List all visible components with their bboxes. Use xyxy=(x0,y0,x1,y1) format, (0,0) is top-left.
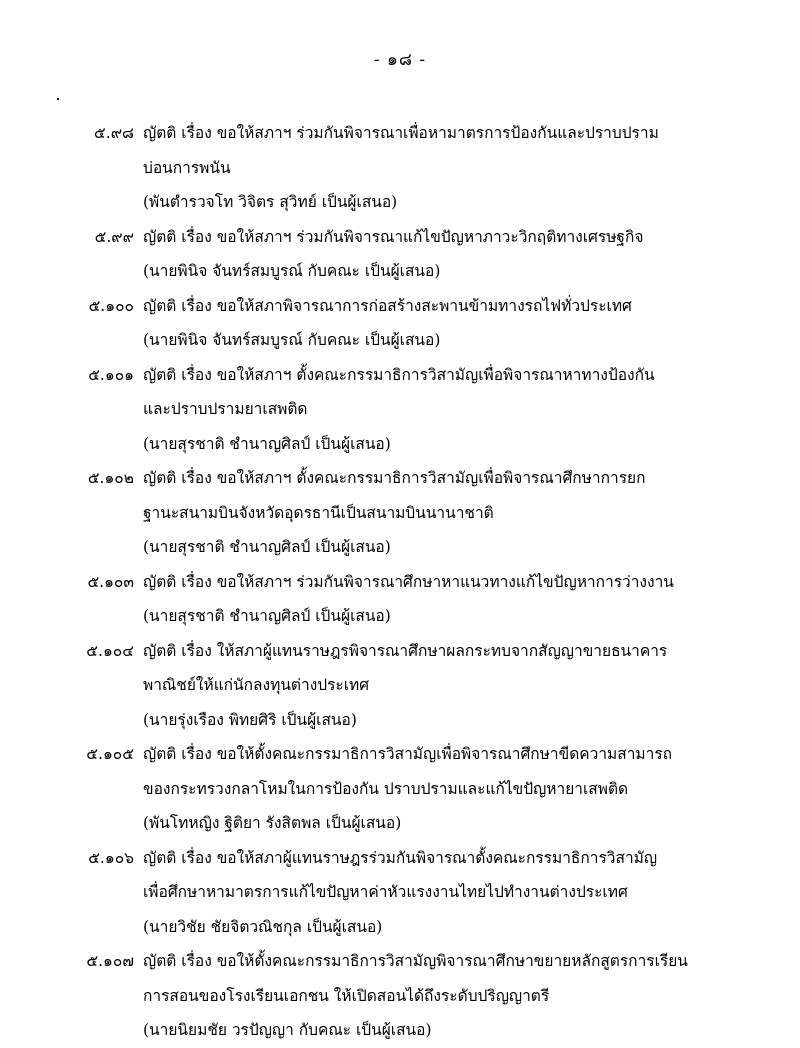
motion-item xyxy=(0,634,800,738)
motion-item xyxy=(0,565,800,634)
motion-item xyxy=(0,289,800,358)
page-number: - ๑๘ - xyxy=(373,50,427,70)
motion-number: ๕.๙๙ xyxy=(94,227,134,246)
motion-proposer: (พันตำรวจโท วิจิตร สุวิทย์ เป็นผู้เสนอ) xyxy=(143,193,398,211)
motion-text-line: บ่อนการพนัน xyxy=(143,158,231,177)
motion-item xyxy=(0,220,800,289)
motion-text-line: การสอนของโรงเรียนเอกชน ให้เปิดสอนได้ถึงระดับปริญญาตรี xyxy=(143,986,550,1005)
motion-proposer: (นายสุรชาติ ชำนาญศิลป์ เป็นผู้เสนอ) xyxy=(143,434,391,453)
motion-number: ๕.๑๐๐ xyxy=(88,296,134,315)
motion-item xyxy=(0,116,800,220)
motion-text-line: ญัตติ เรื่อง ขอให้สภาฯ ร่วมกันพิจารณาเพื่อหามาตรการป้องกันและปราบปราม xyxy=(143,124,659,142)
motion-text-line: ญัตติ เรื่อง ให้สภาผู้แทนราษฎรพิจารณาศึกษาผลกระทบจากสัญญาขายธนาคาร xyxy=(143,641,668,660)
motion-text-line: ญัตติ เรื่อง ขอให้สภาฯ ตั้งคณะกรรมาธิการวิสามัญเพื่อพิจารณาหาทางป้องกัน xyxy=(143,365,655,384)
motion-text-line: ญัตติ เรื่อง ขอให้สภาฯ ร่วมกันพิจารณาศึกษาหาแนวทางแก้ไขปัญหาการว่างงาน xyxy=(143,572,674,591)
motion-proposer: (นายพินิจ จันทร์สมบูรณ์ กับคณะ เป็นผู้เสนอ) xyxy=(143,262,441,280)
motion-text-line: และปราบปรามยาเสพติด xyxy=(143,400,308,418)
scan-speck xyxy=(57,98,59,100)
motion-number: ๕.๑๐๕ xyxy=(86,745,134,763)
motion-number: ๕.๙๘ xyxy=(94,124,134,142)
motion-proposer: (นายพินิจ จันทร์สมบูรณ์ กับคณะ เป็นผู้เสนอ) xyxy=(143,331,441,349)
motion-list xyxy=(0,116,800,1048)
motion-proposer: (พันโทหญิง ฐิติยา รังสิตพล เป็นผู้เสนอ) xyxy=(143,814,402,832)
motion-number: ๕.๑๐๒ xyxy=(87,469,134,487)
motion-text-line: ญัตติ เรื่อง ขอให้ตั้งคณะกรรมาธิการวิสามัญเพื่อพิจารณาศึกษาขีดความสามารถ xyxy=(143,745,673,763)
motion-proposer: (นายวิชัย ชัยจิตวณิชกุล เป็นผู้เสนอ) xyxy=(143,917,383,936)
motion-number: ๕.๑๐๑ xyxy=(88,365,134,384)
motion-number: ๕.๑๐๔ xyxy=(86,641,134,660)
motion-proposer: (นายรุ่งเรือง พิทยศิริ เป็นผู้เสนอ) xyxy=(143,710,357,729)
motion-text-line: ของกระทรวงกลาโหมในการป้องกัน ปราบปรามและแก้ไขปัญหายาเสพติด xyxy=(143,779,629,798)
motion-item xyxy=(0,841,800,945)
motion-proposer: (นายสุรชาติ ชำนาญศิลป์ เป็นผู้เสนอ) xyxy=(143,538,391,556)
motion-text-line: ญัตติ เรื่อง ขอให้สภาฯ ร่วมกันพิจารณาแก้ไขปัญหาภาวะวิกฤติทางเศรษฐกิจ xyxy=(143,227,644,246)
motion-proposer: (นายสุรชาติ ชำนาญศิลป์ เป็นผู้เสนอ) xyxy=(143,607,391,625)
motion-item xyxy=(0,944,800,1048)
motion-text-line: ญัตติ เรื่อง ขอให้สภาฯ ตั้งคณะกรรมาธิการวิสามัญเพื่อพิจารณาศึกษาการยก xyxy=(143,469,646,487)
motion-text-line: ญัตติ เรื่อง ขอให้สภาผู้แทนราษฎรร่วมกันพิจารณาตั้งคณะกรรมาธิการวิสามัญ xyxy=(143,848,658,867)
motion-proposer: (นายนิยมชัย วรปัญญา กับคณะ เป็นผู้เสนอ) xyxy=(143,1021,432,1039)
motion-number: ๕.๑๐๖ xyxy=(88,848,134,867)
motion-number: ๕.๑๐๗ xyxy=(86,952,134,970)
motion-text-line: ญัตติ เรื่อง ขอให้สภาพิจารณาการก่อสร้างสะพานข้ามทางรถไฟทั่วประเทศ xyxy=(143,296,632,315)
motion-number: ๕.๑๐๓ xyxy=(87,572,134,591)
motion-text-line: พาณิชย์ให้แก่นักลงทุนต่างประเทศ xyxy=(143,676,370,694)
motion-item xyxy=(0,358,800,462)
motion-text-line: ฐานะสนามบินจังหวัดอุดรธานีเป็นสนามบินนานาชาติ xyxy=(143,503,494,522)
motion-text-line: ญัตติ เรื่อง ขอให้ตั้งคณะกรรมาธิการวิสามัญพิจารณาศึกษาขยายหลักสูตรการเรียน xyxy=(143,952,688,970)
motion-item xyxy=(0,737,800,841)
motion-item xyxy=(0,461,800,565)
motion-text-line: เพื่อศึกษาหามาตรการแก้ไขปัญหาค่าหัวแรงงานไทยไปทำงานต่างประเทศ xyxy=(143,883,628,901)
